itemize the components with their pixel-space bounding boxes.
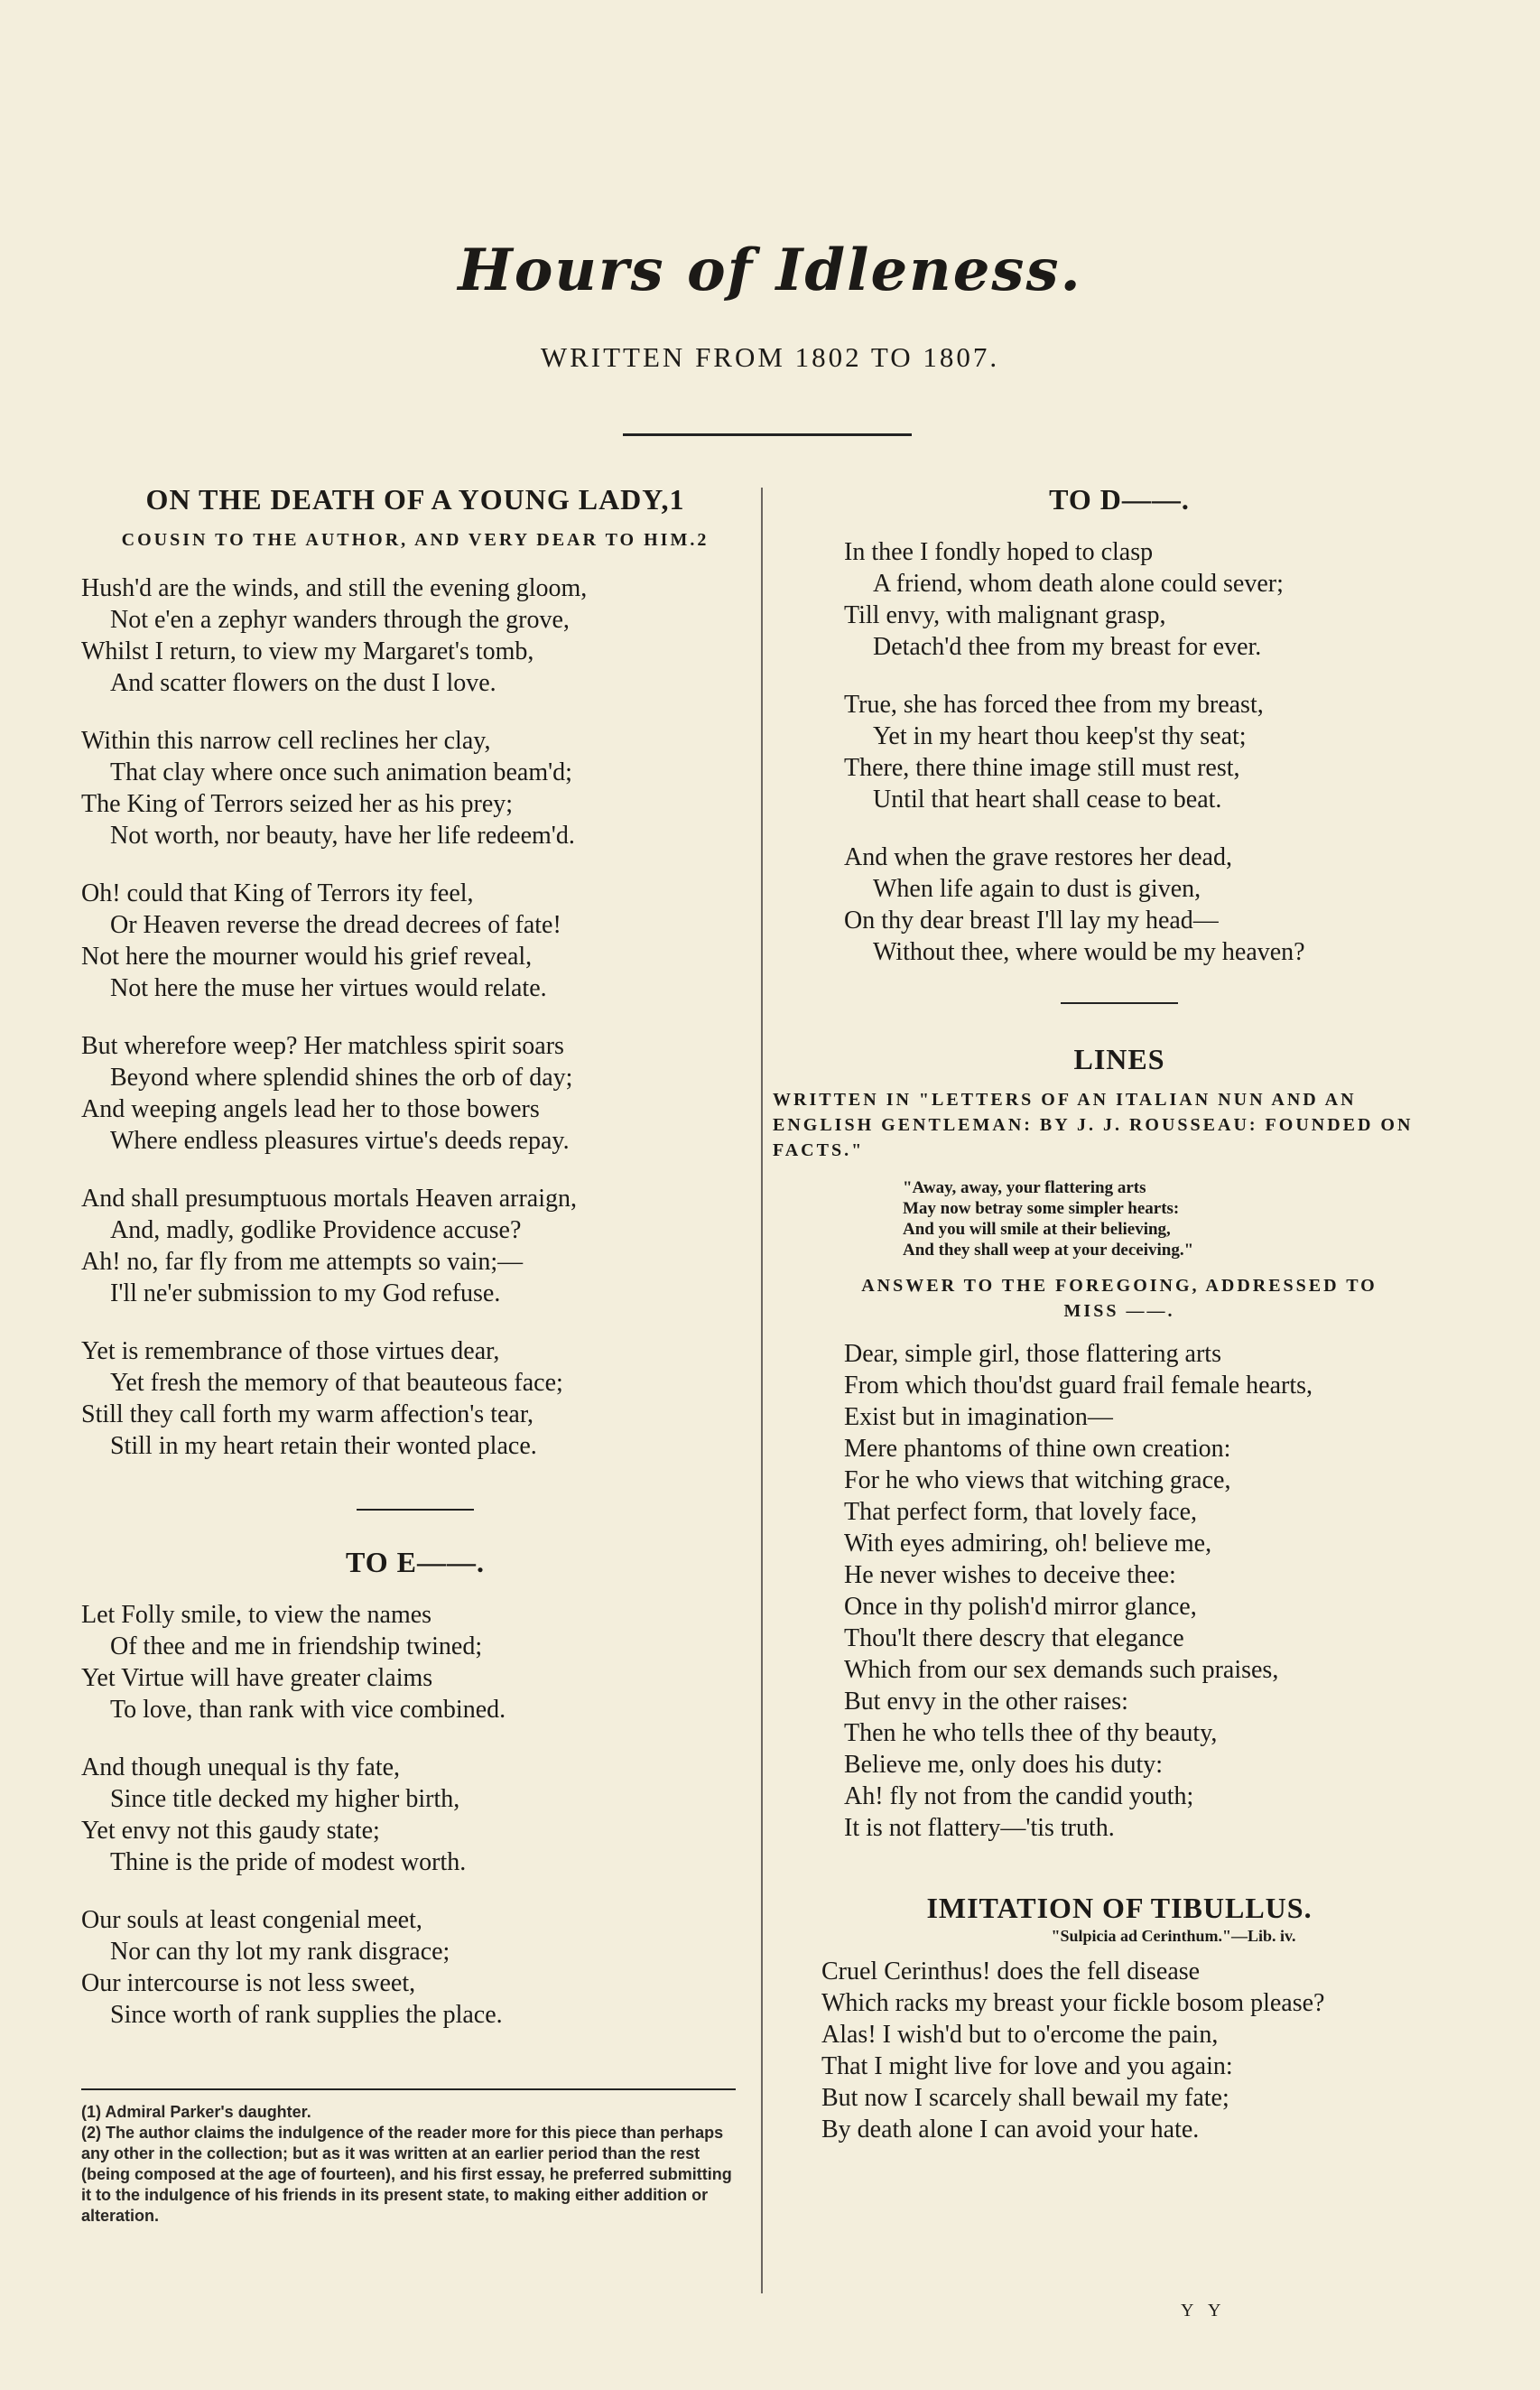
poem-line: Yet in my heart thou keep'st thy seat; xyxy=(873,722,1247,750)
poem-line: I'll ne'er submission to my God refuse. xyxy=(110,1279,501,1307)
epigraph-line: And you will smile at their believing, xyxy=(903,1220,1171,1239)
poem-line: Ah! no, far fly from me attempts so vain;— xyxy=(81,1248,524,1276)
poem-line: Until that heart shall cease to beat. xyxy=(873,786,1222,814)
poem-stanza xyxy=(81,1030,749,1157)
poem-stanza xyxy=(844,536,1462,663)
epigraph-line: May now betray some simpler hearts: xyxy=(903,1199,1180,1218)
poem-line: And, madly, godlike Providence accuse? xyxy=(110,1216,522,1244)
poem-title-to-d: TO D——. xyxy=(1049,483,1190,516)
poem-line: Cruel Cerinthus! does the fell disease xyxy=(821,1958,1201,1985)
poem-line: From which thou'dst guard frail female hearts, xyxy=(844,1372,1313,1400)
poem-line: Exist but in imagination— xyxy=(844,1403,1113,1431)
footnote-1: (1) Admiral Parker's daughter. xyxy=(81,2103,311,2121)
poem-line: Not e'en a zephyr wanders through the grove, xyxy=(110,606,570,634)
title-divider xyxy=(623,433,912,436)
poem-stanza xyxy=(81,1752,749,1878)
poem-line: And scatter flowers on the dust I love. xyxy=(110,669,496,697)
poem-line: Then he who tells thee of thy beauty, xyxy=(844,1719,1218,1747)
poem-line: Thine is the pride of modest worth. xyxy=(110,1848,467,1876)
poem-line: For he who views that witching grace, xyxy=(844,1466,1231,1494)
poem-line: And shall presumptuous mortals Heaven arraign, xyxy=(81,1185,577,1213)
printer-signature: Y Y xyxy=(1181,2301,1227,2320)
poem-stanza xyxy=(81,1335,749,1462)
poem-attribution: "Sulpicia ad Cerinthum."—Lib. iv. xyxy=(1051,1927,1296,1945)
poem-line: And though unequal is thy fate, xyxy=(81,1753,401,1781)
poem-line: Since title decked my higher birth, xyxy=(110,1785,460,1813)
poem-line: Within this narrow cell reclines her clay, xyxy=(81,727,491,755)
poem-title-death-young-lady: ON THE DEATH OF A YOUNG LADY,1 xyxy=(145,483,685,516)
poem-line: Yet envy not this gaudy state; xyxy=(81,1817,380,1845)
poem-line: Or Heaven reverse the dread decrees of fate! xyxy=(110,911,561,939)
poem-line: True, she has forced thee from my breast, xyxy=(844,691,1264,719)
poem-stanza xyxy=(81,1904,749,2031)
poem-line: Without thee, where would be my heaven? xyxy=(873,938,1305,966)
poem-line: Of thee and me in friendship twined; xyxy=(110,1632,483,1660)
epigraph-line: "Away, away, your flattering arts xyxy=(903,1178,1146,1197)
poem-subtitle-rousseau: WRITTEN IN "LETTERS OF AN ITALIAN NUN AND AN ENGLISH GENTLEMAN: BY J. J. ROUSSEAU: FOUNDED ON FACTS." xyxy=(773,1090,1414,1160)
poem-line: He never wishes to deceive thee: xyxy=(844,1561,1176,1589)
poem-title-tibullus: IMITATION OF TIBULLUS. xyxy=(926,1892,1313,1924)
poem-stanza xyxy=(821,1956,1462,2145)
poem-stanza xyxy=(844,1338,1462,1844)
poem-line: And weeping angels lead her to those bowers xyxy=(81,1095,540,1123)
poem-line: Whilst I return, to view my Margaret's tomb, xyxy=(81,637,534,665)
poem-line: Mere phantoms of thine own creation: xyxy=(844,1435,1231,1463)
epigraph xyxy=(903,1177,1462,1260)
poem-line: Hush'd are the winds, and still the evening gloom, xyxy=(81,574,588,602)
poem-line: Our intercourse is not less sweet, xyxy=(81,1969,416,1997)
poem-line: Not worth, nor beauty, have her life redeem'd. xyxy=(110,822,575,850)
poem-line: There, there thine image still must rest, xyxy=(844,754,1240,782)
poem-line: Yet is remembrance of those virtues dear, xyxy=(81,1337,500,1365)
poem-line: The King of Terrors seized her as his prey; xyxy=(81,790,514,818)
poem-subtitle-cousin: COUSIN TO THE AUTHOR, AND VERY DEAR TO HIM.2 xyxy=(121,530,710,550)
poem-line: When life again to dust is given, xyxy=(873,875,1201,903)
poem-line: Thou'lt there descry that elegance xyxy=(844,1624,1184,1652)
poem-line: Where endless pleasures virtue's deeds repay. xyxy=(110,1127,570,1155)
poem-title-lines: LINES xyxy=(1073,1043,1165,1075)
poem-line: With eyes admiring, oh! believe me, xyxy=(844,1530,1212,1558)
poem-line: Nor can thy lot my rank disgrace; xyxy=(110,1938,450,1966)
page-title: Hours of Idleness. xyxy=(458,237,1082,304)
poem-stanza xyxy=(81,572,749,699)
footnote-2: (2) The author claims the indulgence of the reader more for this piece than perhaps any other in the collection; but as it was written at an earlier period than the rest (being composed at the age of fourteen), and his first essay, he preferred submitting it to the indulgence of his friends in its present state, to making either addition or alteration. xyxy=(81,2124,732,2225)
poem-line: Beyond where splendid shines the orb of day; xyxy=(110,1064,573,1092)
poem-line: A friend, whom death alone could sever; xyxy=(873,570,1284,598)
poem-line: Not here the muse her virtues would relate. xyxy=(110,974,547,1002)
poem-line: Once in thy polish'd mirror glance, xyxy=(844,1593,1197,1621)
poem-line: It is not flattery—'tis truth. xyxy=(844,1814,1115,1842)
poem-line: Alas! I wish'd but to o'ercome the pain, xyxy=(821,2021,1219,2049)
poem-line: But now I scarcely shall bewail my fate; xyxy=(821,2084,1229,2112)
poem-line: Yet fresh the memory of that beauteous face; xyxy=(110,1369,563,1397)
poem-stanza xyxy=(844,842,1462,968)
poem-line: Not here the mourner would his grief reveal, xyxy=(81,943,533,971)
poem-line: Yet Virtue will have greater claims xyxy=(81,1664,433,1692)
poem-line: Dear, simple girl, those flattering arts xyxy=(844,1340,1221,1368)
poem-stanza xyxy=(81,1599,749,1725)
poem-stanza xyxy=(844,689,1462,815)
poem-stanza xyxy=(81,725,749,851)
poem-line: Still they call forth my warm affection's tear, xyxy=(81,1400,534,1428)
footnotes xyxy=(81,2102,740,2227)
answer-heading: ANSWER TO THE FOREGOING, ADDRESSED TO MISS ——. xyxy=(861,1276,1378,1321)
poem-line: And when the grave restores her dead, xyxy=(844,843,1232,871)
footnote-divider xyxy=(81,2088,736,2090)
right-column xyxy=(773,482,1462,2145)
poem-line: To love, than rank with vice combined. xyxy=(110,1696,506,1724)
poem-line: Let Folly smile, to view the names xyxy=(81,1601,432,1629)
poem-line: That perfect form, that lovely face, xyxy=(844,1498,1198,1526)
left-column xyxy=(81,482,749,2031)
poem-line: That clay where once such animation beam'd; xyxy=(110,758,572,786)
poem-line: Still in my heart retain their wonted place. xyxy=(110,1432,537,1460)
poem-line: Ah! fly not from the candid youth; xyxy=(844,1782,1194,1810)
poem-line: Detach'd thee from my breast for ever. xyxy=(873,633,1262,661)
poem-line: In thee I fondly hoped to clasp xyxy=(844,538,1154,566)
epigraph-line: And they shall weep at your deceiving." xyxy=(903,1241,1194,1260)
poem-line: On thy dear breast I'll lay my head— xyxy=(844,907,1219,935)
section-divider xyxy=(357,1509,474,1511)
poem-line: Which racks my breast your fickle bosom please? xyxy=(821,1989,1325,2017)
poem-line: But envy in the other raises: xyxy=(844,1688,1128,1716)
poem-stanza xyxy=(81,878,749,1004)
poem-line: Oh! could that King of Terrors ity feel, xyxy=(81,879,474,907)
poem-line: Our souls at least congenial meet, xyxy=(81,1906,422,1934)
poem-line: But wherefore weep? Her matchless spirit soars xyxy=(81,1032,564,1060)
poem-stanza xyxy=(81,1183,749,1309)
poem-line: That I might live for love and you again: xyxy=(821,2052,1233,2080)
poem-line: Till envy, with malignant grasp, xyxy=(844,601,1166,629)
poem-title-to-e: TO E——. xyxy=(346,1546,485,1578)
poem-line: Believe me, only does his duty: xyxy=(844,1751,1164,1779)
column-divider xyxy=(761,488,763,2293)
page-subtitle: WRITTEN FROM 1802 TO 1807. xyxy=(540,341,1000,373)
section-divider xyxy=(1061,1002,1178,1004)
poem-line: Which from our sex demands such praises, xyxy=(844,1656,1279,1684)
poem-line: Since worth of rank supplies the place. xyxy=(110,2001,503,2029)
poem-line: By death alone I can avoid your hate. xyxy=(821,2116,1200,2144)
